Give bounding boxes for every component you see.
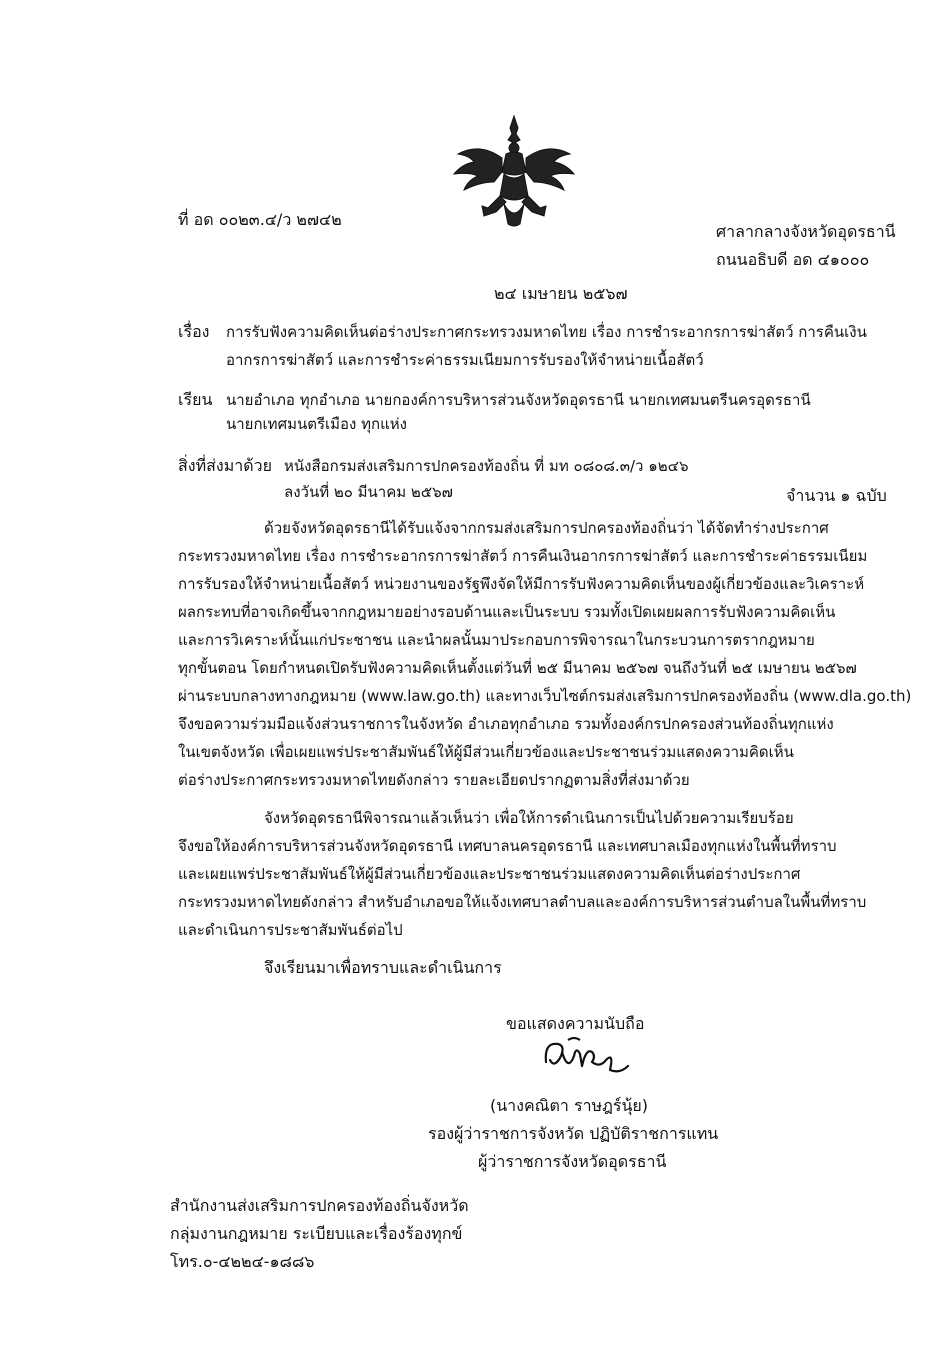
signatory-position-1: รองผู้ว่าราชการจังหวัด ปฏิบัติราชการแทน [428,1124,719,1143]
closing-phrase: ขอแสดงความนับถือ [506,1014,645,1033]
subject-label: เรื่อง [178,322,210,341]
paragraph-line: จังหวัดอุดรธานีพิจารณาแล้วเห็นว่า เพื่อให้การดำเนินการเป็นไปด้วยความเรียบร้อย [264,809,794,827]
enclosure-label: สิ่งที่ส่งมาด้วย [178,456,272,475]
office-address-line-1: ศาลากลางจังหวัดอุดรธานี [716,222,896,241]
recipient-label: เรียน [178,390,213,409]
paragraph-line: และเผยแพร่ประชาสัมพันธ์ให้ผู้มีส่วนเกี่ยวข้องและประชาชนร่วมแสดงความคิดเห็นต่อร่างประกาศ [178,865,801,883]
paragraph-line: ผ่านระบบกลางทางกฎหมาย (www.law.go.th) และทางเว็บไซต์กรมส่งเสริมการปกครองท้องถิ่น (www.dla.go.th) [178,687,912,705]
signatory-position-2: ผู้ว่าราชการจังหวัดอุดรธานี [478,1152,667,1171]
paragraph-line: กระทรวงมหาดไทยดังกล่าว สำหรับอำเภอขอให้แจ้งเทศบาลตำบลและองค์การบริหารส่วนตำบลในพื้นที่ทราบ [178,893,867,911]
enclosure-line-2: ลงวันที่ ๒๐ มีนาคม ๒๕๖๗ [284,483,453,501]
recipient-line-1: นายอำเภอ ทุกอำเภอ นายกองค์การบริหารส่วนจังหวัดอุดรธานี นายกเทศมนตรีนครอุดรธานี [226,391,811,409]
footer-phone: โทร.๐-๔๒๒๔-๑๘๘๖ [170,1252,315,1271]
paragraph-line: การรับรองให้จำหน่ายเนื้อสัตว์ หน่วยงานของรัฐพึงจัดให้มีการรับฟังความคิดเห็นของผู้เกี่ยวข้องและวิเคราะห์ [178,575,865,593]
footer-department: สำนักงานส่งเสริมการปกครองท้องถิ่นจังหวัด [170,1196,469,1215]
paragraph-line: กระทรวงมหาดไทย เรื่อง การชำระอากรการฆ่าสัตว์ การคืนเงินอากรการฆ่าสัตว์ และการชำระค่าธรรมเนียม [178,547,868,565]
garuda-emblem-icon [444,112,584,232]
paragraph-line: จึงขอความร่วมมือแจ้งส่วนราชการในจังหวัด อำเภอทุกอำเภอ รวมทั้งองค์กรปกครองส่วนท้องถิ่นทุกแห่ง [178,715,834,733]
enclosure-count: จำนวน ๑ ฉบับ [786,486,887,505]
subject-line-2: อากรการฆ่าสัตว์ และการชำระค่าธรรมเนียมการรับรองให้จำหน่ายเนื้อสัตว์ [226,351,704,369]
footer-division: กลุ่มงานกฎหมาย ระเบียบและเรื่องร้องทุกข์ [170,1224,463,1243]
paragraph-line: ด้วยจังหวัดอุดรธานีได้รับแจ้งจากกรมส่งเสริมการปกครองท้องถิ่นว่า ได้จัดทำร่างประกาศ [264,519,829,537]
signatory-name: (นางคณิตา ราษฎร์นุ้ย) [490,1096,648,1115]
document-date: ๒๔ เมษายน ๒๕๖๗ [494,284,628,303]
document-reference-number: ที่ อด ๐๐๒๓.๔/ว ๒๗๔๒ [178,210,342,229]
recipient-line-2: นายกเทศมนตรีเมือง ทุกแห่ง [226,415,407,433]
paragraph-line: ทุกขั้นตอน โดยกำหนดเปิดรับฟังความคิดเห็นตั้งแต่วันที่ ๒๕ มีนาคม ๒๕๖๗ จนถึงวันที่ ๒๕ เมษายน ๒๕๖๗ [178,659,857,677]
enclosure-line-1: หนังสือกรมส่งเสริมการปกครองท้องถิ่น ที่ มท ๐๘๐๘.๓/ว ๑๒๔๖ [284,457,689,475]
paragraph-line: จึงขอให้องค์การบริหารส่วนจังหวัดอุดรธานี เทศบาลนครอุดรธานี และเทศบาลเมืองทุกแห่งในพื้นที่ทราบ [178,837,837,855]
handwritten-signature-icon [540,1032,630,1078]
subject-line-1: การรับฟังความคิดเห็นต่อร่างประกาศกระทรวงมหาดไทย เรื่อง การชำระอากรการฆ่าสัตว์ การคืนเงิน [226,323,867,341]
paragraph-line: และการวิเคราะห์นั้นแก่ประชาชน และนำผลนั้นมาประกอบการพิจารณาในกระบวนการตรากฎหมาย [178,631,815,649]
office-address-line-2: ถนนอธิบดี อด ๔๑๐๐๐ [716,250,870,269]
closing-request: จึงเรียนมาเพื่อทราบและดำเนินการ [264,958,502,977]
paragraph-line: ผลกระทบที่อาจเกิดขึ้นจากกฎหมายอย่างรอบด้านและเป็นระบบ รวมทั้งเปิดเผยผลการรับฟังความคิดเห็น [178,603,836,621]
paragraph-line: ต่อร่างประกาศกระทรวงมหาดไทยดังกล่าว รายละเอียดปรากฏตามสิ่งที่ส่งมาด้วย [178,771,690,789]
paragraph-line: ในเขตจังหวัด เพื่อเผยแพร่ประชาสัมพันธ์ให้ผู้มีส่วนเกี่ยวข้องและประชาชนร่วมแสดงความคิดเห็น [178,743,794,761]
paragraph-line: และดำเนินการประชาสัมพันธ์ต่อไป [178,921,403,939]
